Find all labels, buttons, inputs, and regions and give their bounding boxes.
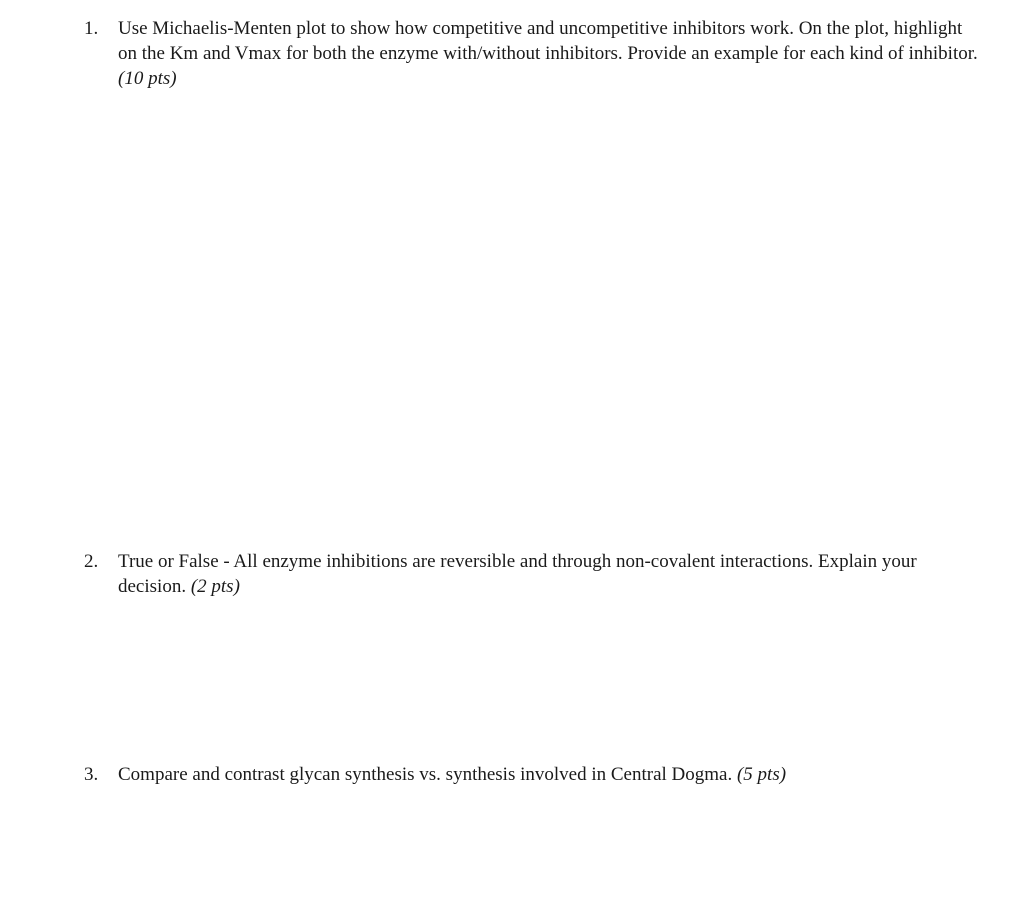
question-2 xyxy=(84,549,984,599)
points-label: (2 pts) xyxy=(190,576,240,597)
question-text xyxy=(118,16,978,91)
answer-space-2 xyxy=(84,610,984,750)
question-number: 2. xyxy=(84,551,99,572)
question-3 xyxy=(84,762,984,787)
question-text xyxy=(118,549,978,599)
question-prompt: Compare and contrast glycan synthesis vs. synthesis involved in Central Dogma. xyxy=(118,764,733,785)
answer-space-3 xyxy=(84,795,984,905)
answer-space-1 xyxy=(84,100,984,530)
question-prompt: Use Michaelis-Menten plot to show how competitive and uncompetitive inhibitors work. On the plot, highlight on the Km and Vmax for both the enzyme with/without inhibitors. Provide an example for each kind of inhibitor. xyxy=(118,18,978,64)
question-number: 3. xyxy=(84,764,99,785)
points-label: (5 pts) xyxy=(736,764,787,785)
question-text xyxy=(118,762,978,787)
question-number: 1. xyxy=(84,18,99,39)
question-1 xyxy=(84,16,984,91)
question-prompt: True or False - All enzyme inhibitions are reversible and through non-covalent interactions. Explain your decision. xyxy=(118,551,917,597)
points-label: (10 pts) xyxy=(118,68,177,89)
